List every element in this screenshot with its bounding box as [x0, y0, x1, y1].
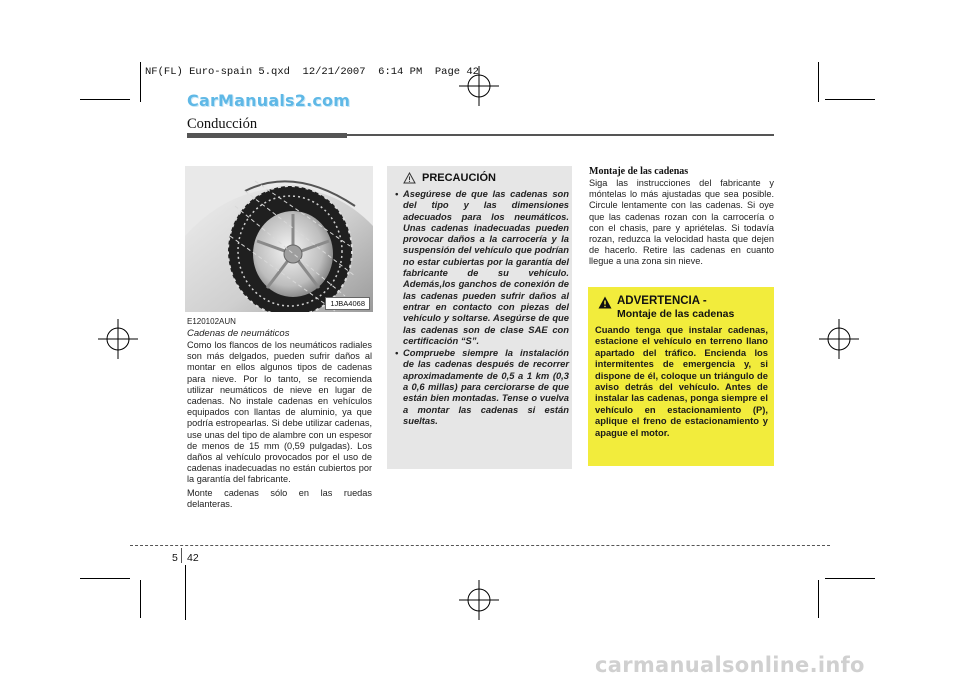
crop-mark: [818, 62, 819, 102]
crop-mark: [80, 578, 130, 579]
paragraph: Siga las instrucciones del fabricante y móntelas lo más ajustadas que sea posible. Circule lentamente con las cadenas. Si oye que las cadenas rozan con la carrocería o con el chasis, pare y apriételas. Si todavía rozan, reduzca la velocidad hasta que dejen de hacerlo. Retire las cadenas en cuanto llegue a una zona sin nieve.: [589, 178, 774, 267]
header-rule-thin: [347, 134, 774, 136]
warning-body: Cuando tenga que instalar cadenas, estacione el vehículo en terreno llano apartado del tráfico. Encienda los intermitentes de emergencia y, si dispone de él, coloque un triángulo de aviso detrás del vehículo. Antes de instalar las cadenas, ponga siempre el vehículo en estacionamiento (P), aplique el freno de estacionamiento y apague el motor.: [595, 324, 768, 438]
paragraph: Monte cadenas sólo en las ruedas delanteras.: [187, 487, 372, 509]
warning-triangle-icon: [403, 172, 416, 184]
caution-box: [387, 166, 572, 469]
caution-item: • Compruebe siempre la instalación de las cadenas después de recorrer aproximadamente de 0,5 a 1 km (0,3 a 0,6 millas) para cerciorarse de que están bien montadas. Tense o vuelva a montar las cadenas si están sueltas.: [395, 347, 569, 426]
caution-title: PRECAUCIÓN: [422, 172, 496, 184]
chapter-number: 5: [172, 552, 178, 564]
photo-code: 1JBA4068: [325, 297, 370, 310]
registration-mark-bottom: [459, 580, 499, 620]
print-slug: NF(FL) Euro-spain 5.qxd 12/21/2007 6:14 PM Page 42: [145, 66, 479, 78]
registration-mark-right: [819, 319, 859, 359]
header-rule-thick: [187, 133, 347, 138]
crop-mark: [80, 99, 130, 100]
registration-mark-left: [98, 319, 138, 359]
page-number: 42: [187, 552, 199, 564]
subheading: Cadenas de neumáticos: [187, 328, 290, 339]
section-title: Conducción: [187, 116, 258, 132]
section-code: E120102AUN: [187, 317, 236, 326]
tire-chain-photo: [185, 166, 373, 312]
footer-rule: [130, 545, 830, 546]
warning-box: [588, 287, 774, 466]
column-tire-chains: [187, 317, 372, 512]
crop-mark: [818, 580, 819, 618]
watermark-link[interactable]: CarManuals2.com: [187, 91, 351, 110]
crop-mark: [825, 99, 875, 100]
warning-triangle-icon: [598, 296, 612, 309]
footer-brand-link[interactable]: carmanualsonline.info: [595, 653, 865, 677]
mounting-heading: Montaje de las cadenas: [589, 166, 689, 177]
column-mounting: [589, 178, 774, 270]
crop-mark: [140, 580, 141, 618]
crop-mark: [140, 62, 141, 102]
warning-subtitle: Montaje de las cadenas: [617, 308, 735, 320]
caution-item: • Asegúrese de que las cadenas son del tipo y las dimensiones adecuados para los neumáticos. Unas cadenas inadecuadas pueden provocar daños a la carrocería y la suspensión del vehículo que podrían no estar cubiertas por la garantía del fabricante de su vehículo. Además,los ganchos de conexión de las cadenas pueden sufrir daños al entrar en contacto con piezas del vehículo y soltarse. Asegúrse de que las cadenas son de clase SAE con certificación “S”.: [395, 188, 569, 346]
crop-mark: [185, 565, 186, 620]
warning-title: ADVERTENCIA -: [617, 295, 707, 307]
paragraph: Como los flancos de los neumáticos radiales son más delgados, pueden sufrir daños al montar en ellos algunos tipos de cadenas para nieve. Por lo tanto, se recomienda utilizar neumáticos de nieve en lugar de cadenas. No instale cadenas en vehículos equipados con llantas de aluminio, ya que podría estropearlas. Si debe utilizar cadenas, use unas del tipo de alambre con un espesor de menos de 15 mm (0,59 pulgadas). Los daños al vehículo provocados por el uso de cadenas inadecuadas no están cubiertos por la garantía del fabricante.: [187, 340, 372, 485]
page-number-separator: [181, 548, 182, 563]
crop-mark: [825, 578, 875, 579]
